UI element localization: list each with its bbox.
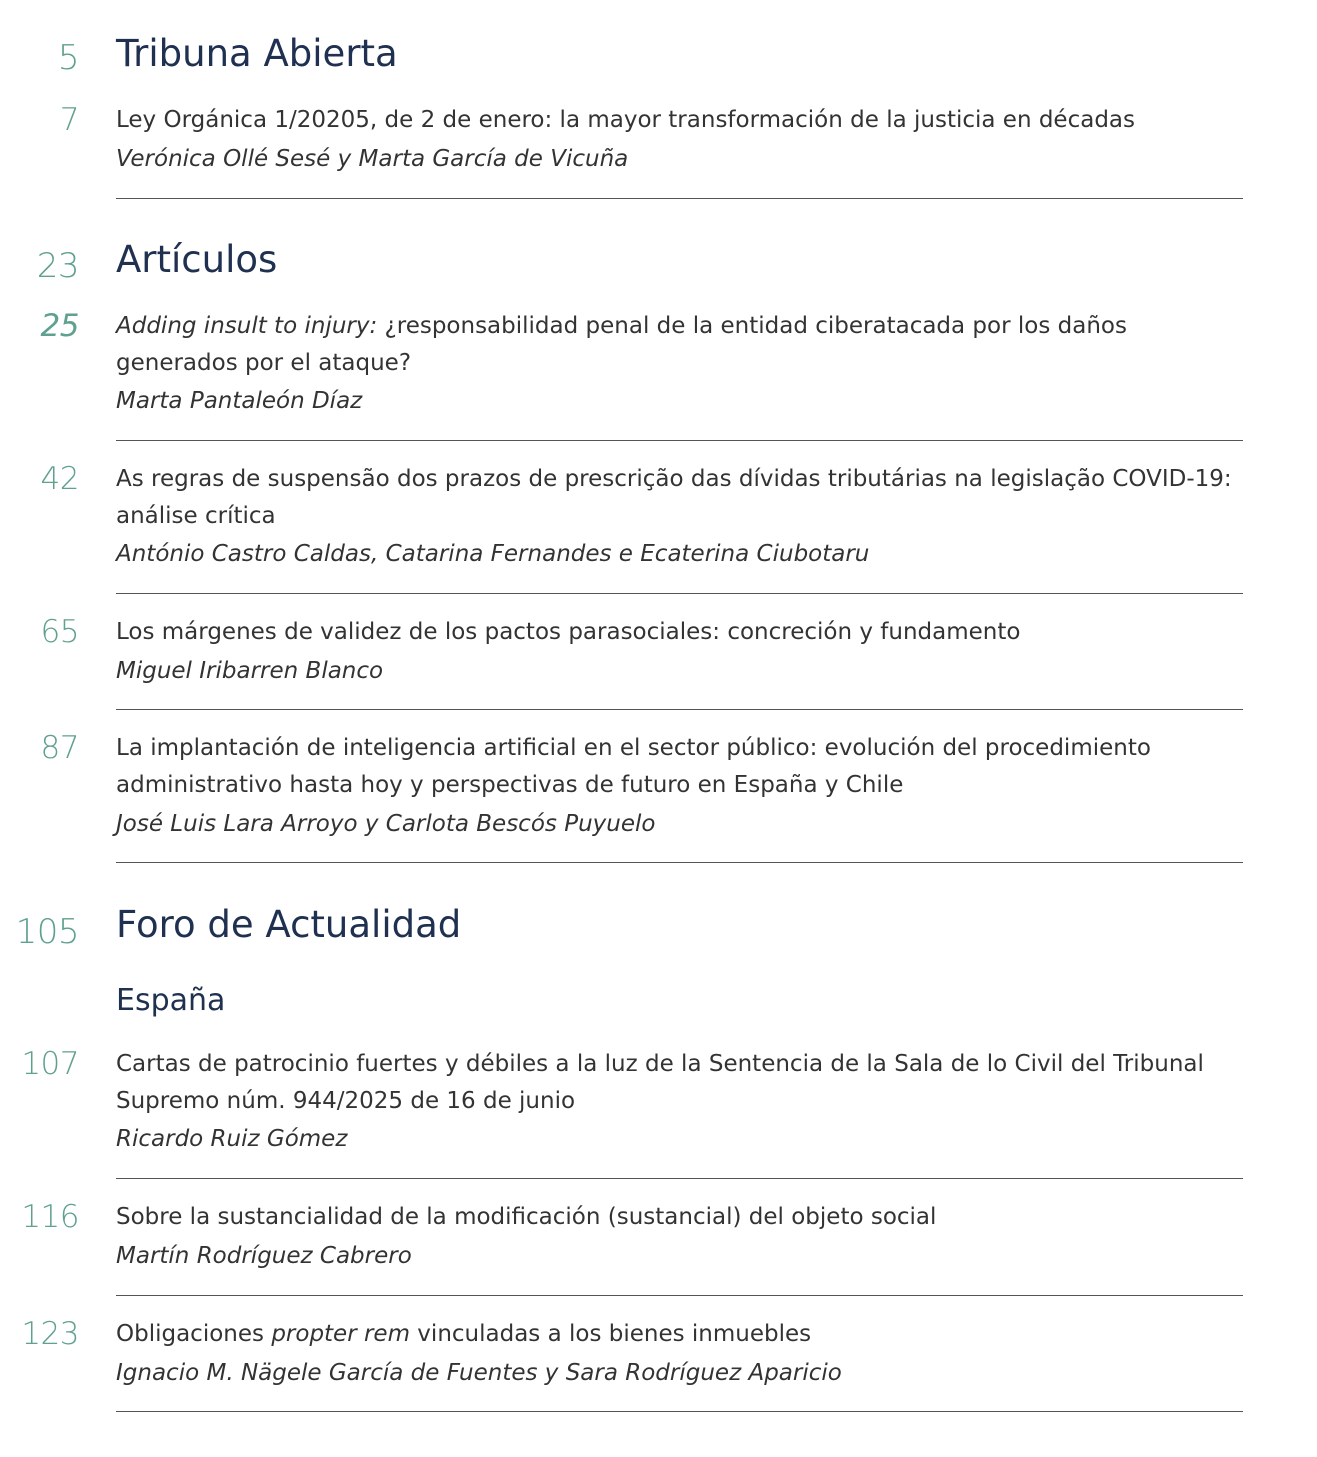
entry-page-number: 116 bbox=[21, 1199, 79, 1235]
section-title[interactable]: Foro de Actualidad bbox=[116, 903, 462, 946]
entry-title[interactable]: Sobre la sustancialidad de la modificación (sustancial) del objeto social bbox=[116, 1204, 937, 1230]
entry-title-start: Obligaciones bbox=[116, 1321, 272, 1347]
subsection-title[interactable]: España bbox=[116, 983, 226, 1018]
entry-authors: Ricardo Ruiz Gómez bbox=[116, 1126, 348, 1152]
entry-title-rest: vinculadas a los bienes inmuebles bbox=[410, 1321, 812, 1347]
divider bbox=[116, 1411, 1243, 1412]
entry-authors: Ignacio M. Nägele García de Fuentes y Sara Rodríguez Aparicio bbox=[116, 1360, 842, 1386]
entry-authors: José Luis Lara Arroyo y Carlota Bescós Puyuelo bbox=[116, 811, 656, 837]
divider bbox=[116, 198, 1243, 199]
entry-title[interactable] bbox=[116, 308, 1246, 382]
entry-title[interactable]: Los márgenes de validez de los pactos parasociales: concreción y fundamento bbox=[116, 619, 1021, 645]
divider bbox=[116, 1178, 1243, 1179]
entry-title[interactable] bbox=[116, 1316, 1246, 1353]
section-title[interactable]: Tribuna Abierta bbox=[116, 32, 398, 75]
entry-authors: Martín Rodríguez Cabrero bbox=[116, 1243, 412, 1269]
entry-title[interactable]: La implantación de inteligencia artificial en el sector público: evolución del procedimiento administrativo hasta hoy y perspectivas de futuro en España y Chile bbox=[116, 735, 1151, 798]
section-title[interactable]: Artículos bbox=[116, 238, 278, 281]
divider bbox=[116, 709, 1243, 710]
section-page-number: 23 bbox=[36, 246, 79, 286]
entry-authors: Verónica Ollé Sesé y Marta García de Vicuña bbox=[116, 146, 629, 172]
entry-title[interactable]: Cartas de patrocinio fuertes y débiles a la luz de la Sentencia de la Sala de lo Civil del Tribunal Supremo núm. 944/2025 de 16 de junio bbox=[116, 1051, 1204, 1114]
entry-title-rest: ¿responsabilidad penal de la entidad ciberatacada por los daños generados por el ataque? bbox=[116, 313, 1127, 376]
entry-authors: Miguel Iribarren Blanco bbox=[116, 658, 384, 684]
entry-page-number: 25 bbox=[40, 308, 79, 344]
entry-authors: Marta Pantaleón Díaz bbox=[116, 388, 363, 414]
entry-page-number: 87 bbox=[40, 730, 79, 766]
divider bbox=[116, 440, 1243, 441]
section-page-number: 105 bbox=[15, 912, 79, 952]
entry-title[interactable]: As regras de suspensão dos prazos de prescrição das dívidas tributárias na legislação COVID-19: análise crítica bbox=[116, 466, 1232, 529]
entry-title[interactable]: Ley Orgánica 1/20205, de 2 de enero: la mayor transformación de la justicia en décadas bbox=[116, 107, 1135, 133]
divider bbox=[116, 862, 1243, 863]
divider bbox=[116, 1295, 1243, 1296]
entry-page-number: 7 bbox=[59, 102, 79, 138]
entry-page-number: 107 bbox=[21, 1046, 79, 1082]
entry-title-italic: propter rem bbox=[271, 1321, 410, 1347]
entry-title-italic: Adding insult to injury: bbox=[116, 313, 378, 339]
entry-page-number: 123 bbox=[21, 1316, 79, 1352]
entry-authors: António Castro Caldas, Catarina Fernandes e Ecaterina Ciubotaru bbox=[116, 541, 870, 567]
divider bbox=[116, 593, 1243, 594]
section-page-number: 5 bbox=[57, 38, 79, 78]
entry-page-number: 42 bbox=[40, 461, 79, 497]
entry-page-number: 65 bbox=[40, 614, 79, 650]
